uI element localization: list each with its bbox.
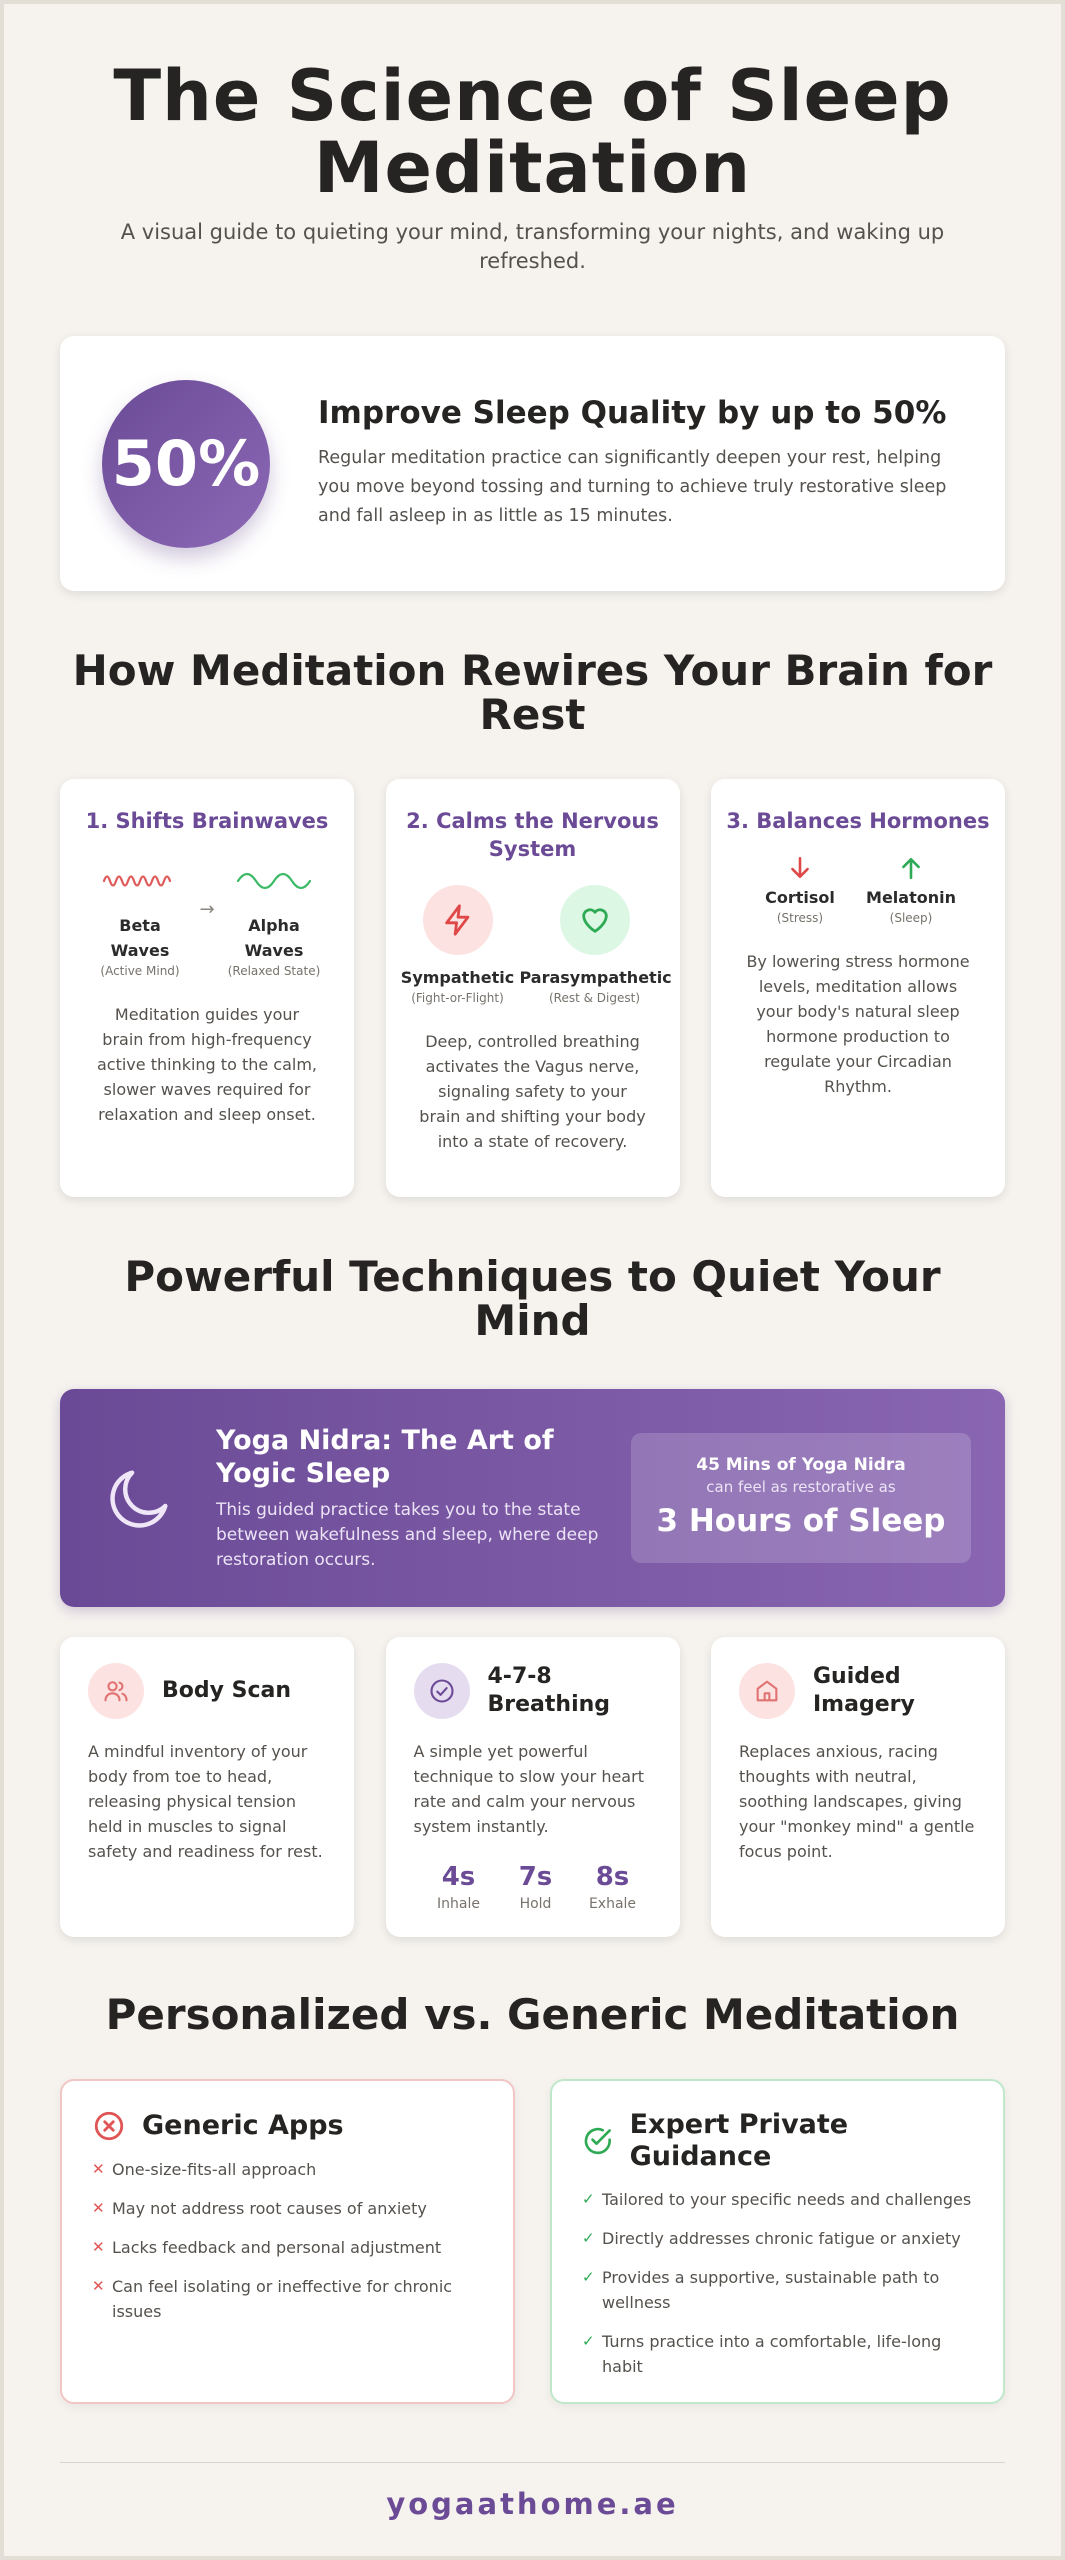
hold-step [501,1861,571,1915]
yoga-stat-box [631,1433,971,1563]
arrow-down-icon [787,855,813,881]
technique-body: Replaces anxious, racing thoughts with neutral, soothing landscapes, giving your "monkey mind" a gentle focus point. [739,1742,975,1861]
expert-list [582,2187,973,2379]
item-text: May not address root causes of anxiety [112,2199,427,2218]
nervous-visual [396,885,670,1007]
arrow-right-icon: → [199,899,215,920]
list-item [92,2196,483,2221]
right-label: Parasympathetic [519,968,672,987]
page-title: The Science of Sleep Meditation [113,55,952,209]
beta-waves [90,869,190,980]
users-icon [88,1663,144,1719]
comparison-heading: Personalized vs. Generic Meditation [105,1990,960,2039]
card-header [414,1663,654,1719]
list-item [582,2187,973,2212]
list-item [92,2235,483,2260]
step-value: 4s [441,1862,476,1892]
left-label: Beta Waves [110,916,170,960]
left-sub: (Stress) [776,911,824,925]
left-label: Cortisol [765,888,835,907]
hero-body: Regular meditation practice can significantly deepen your rest, helping you move beyond tossing and turning to achieve truly restorative sleep and fall asleep in as little as 15 minutes. [318,448,947,526]
item-text: Can feel isolating or ineffective for chronic issues [112,2277,453,2321]
item-text: Lacks feedback and personal adjustment [112,2238,442,2257]
technique-body: A simple yet powerful technique to slow your heart rate and calm your nervous system instantly. [413,1742,644,1836]
card-description: Deep, controlled breathing activates the Vagus nerve, signaling safety to your brain and shifting your body into a state of recovery. [419,1032,646,1151]
step-label: Exhale [588,1896,637,1912]
check-icon: ✓ [582,2332,595,2350]
technique-cards [60,1637,1005,1937]
brainwave-visual [70,869,344,980]
check-icon: ✓ [582,2190,595,2208]
list-item [582,2329,973,2379]
home-icon [739,1663,795,1719]
hormone-visual [721,855,995,927]
technique-title: Body Scan [162,1678,292,1703]
left-label: Sympathetic [400,968,515,987]
lightning-icon [423,885,493,955]
card-title: 2. Calms the Nervous System [406,809,659,861]
left-sub: (Fight-or-Flight) [411,991,504,1005]
right-label: Alpha Waves [244,916,304,960]
breathing-card [386,1637,680,1937]
brainwaves-card [60,779,354,1197]
exhale-step [578,1861,648,1915]
card-title: Generic Apps [142,2110,344,2141]
comparison [60,2079,1005,2404]
x-circle-icon [92,2109,126,2143]
x-icon: ✕ [92,2238,105,2256]
guided-imagery-card [711,1637,1005,1937]
parasympathetic [520,885,670,1007]
x-icon: ✕ [92,2277,105,2295]
footer-site-link[interactable]: yogaathome.ae [386,2487,679,2521]
body-scan-card [60,1637,354,1937]
card-title: Expert Private Guidance [629,2109,849,2172]
cortisol [755,855,845,927]
hormones-card [711,779,1005,1197]
expert-guidance-card [550,2079,1005,2404]
melatonin [861,855,961,927]
sympathetic [396,885,520,1007]
yoga-nidra-banner [60,1389,1005,1607]
list-item [582,2226,973,2251]
card-header [88,1663,328,1719]
card-title: 1. Shifts Brainwaves [85,809,329,833]
check-circle-icon [582,2124,614,2158]
hero-heading: Improve Sleep Quality by up to 50% [318,395,947,431]
card-header [582,2109,973,2173]
beta-wave-icon [100,869,180,893]
list-item [92,2274,483,2324]
list-item [92,2157,483,2182]
card-header [739,1663,979,1719]
right-label: Melatonin [866,888,956,907]
card-description: By lowering stress hormone levels, meditation allows your body's natural sleep hormone production to regulate your Circadian Rhythm. [746,952,970,1096]
list-item [582,2265,973,2315]
left-sub: (Active Mind) [100,964,180,978]
yoga-stat-line1: 45 Mins of Yoga Nidra [696,1455,906,1475]
item-text: Tailored to your specific needs and challenges [602,2190,972,2209]
generic-list [92,2157,483,2324]
check-icon: ✓ [582,2268,595,2286]
item-text: One-size-fits-all approach [112,2160,317,2179]
technique-title: Guided Imagery [813,1664,915,1717]
right-sub: (Sleep) [889,911,933,925]
generic-apps-card [60,2079,515,2404]
x-icon: ✕ [92,2199,105,2217]
techniques-heading: Powerful Techniques to Quiet Your Mind [124,1252,941,1345]
card-header [92,2109,483,2143]
item-text: Directly addresses chronic fatigue or anxiety [602,2229,961,2248]
yoga-text [216,1424,616,1573]
alpha-wave-icon [234,869,314,893]
yoga-body: This guided practice takes you to the state between wakefulness and sleep, where deep restoration occurs. [216,1499,599,1570]
hero-stat-card [60,336,1005,591]
step-label: Hold [519,1896,552,1912]
card-title: 3. Balances Hormones [726,809,990,833]
technique-title: 4-7-8 Breathing [487,1664,611,1717]
hero-text [318,396,957,531]
rewire-heading: How Meditation Rewires Your Brain for Rest [72,646,993,739]
breathing-steps [414,1861,654,1915]
alpha-waves [224,869,324,980]
yoga-stat-line2: can feel as restorative as [706,1478,896,1496]
arrow-up-icon [898,855,924,881]
footer-divider [60,2462,1005,2463]
item-text: Provides a supportive, sustainable path to wellness [602,2268,940,2312]
rewire-cards [60,779,1005,1197]
right-sub: (Rest & Digest) [548,991,641,1005]
yoga-title: Yoga Nidra: The Art of Yogic Sleep [216,1424,554,1489]
right-sub: (Relaxed State) [227,964,321,978]
item-text: Turns practice into a comfortable, life-long habit [602,2332,942,2376]
check-circle-icon [414,1663,470,1719]
x-icon: ✕ [92,2160,105,2178]
step-value: 7s [518,1862,553,1892]
step-value: 8s [595,1862,630,1892]
page-subtitle: A visual guide to quieting your mind, transforming your nights, and waking up refreshed. [120,220,945,273]
technique-body: A mindful inventory of your body from toe to head, releasing physical tension held in muscles to signal safety and readiness for rest. [88,1742,323,1861]
nervous-system-card [386,779,680,1197]
yoga-stat-line3: 3 Hours of Sleep [656,1503,946,1539]
moon-icon [102,1460,178,1536]
card-description: Meditation guides your brain from high-frequency active thinking to the calm, slower waves required for relaxation and sleep onset. [96,1005,318,1124]
inhale-step [424,1861,494,1915]
check-icon: ✓ [582,2229,595,2247]
stat-circle: 50% [102,380,270,548]
step-label: Inhale [437,1896,480,1912]
heart-icon [560,885,630,955]
page [60,4,1005,2521]
